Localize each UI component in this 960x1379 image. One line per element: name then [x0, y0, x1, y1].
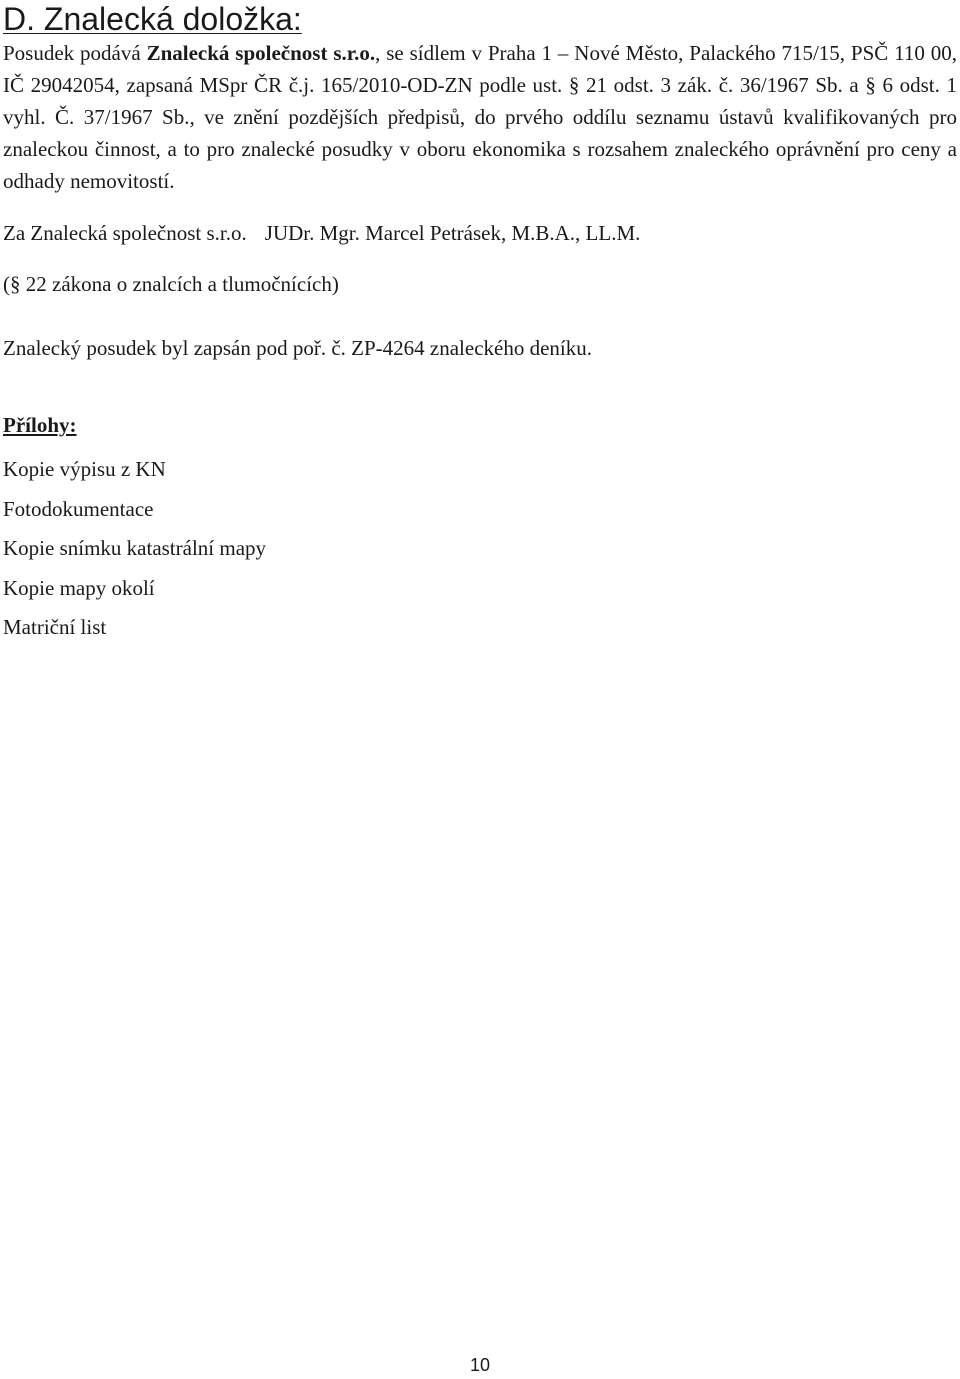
expert-clause-paragraph	[3, 37, 957, 197]
signature-company: Za Znalecká společnost s.r.o.	[3, 221, 247, 245]
attachment-item: Kopie mapy okolí	[3, 575, 155, 600]
clause-lead: Posudek podává	[3, 41, 147, 65]
section-heading: D. Znalecká doložka:	[3, 1, 302, 37]
page-number: 10	[469, 1355, 491, 1375]
attachment-item: Matriční list	[3, 615, 107, 639]
signature-line	[3, 218, 640, 248]
attachment-item: Kopie výpisu z KN	[3, 457, 166, 481]
attachment-item: Fotodokumentace	[3, 496, 154, 521]
attachment-item: Kopie snímku katastrální mapy	[3, 536, 267, 560]
law-reference: (§ 22 zákona o znalcích a tlumočnících)	[3, 272, 339, 296]
company-name: Znalecká společnost s.r.o.	[146, 41, 376, 65]
signatory-name: JUDr. Mgr. Marcel Petrásek, M.B.A., LL.M.	[264, 221, 641, 245]
clause-rest: , se sídlem v Praha 1 – Nové Město, Palackého 715/15, PSČ 110 00, IČ 29042054, zapsaná MSpr ČR č.j. 165/2010-OD-ZN podle ust. § 21 odst. 3 zák. č. 36/1967 Sb. a § 6 odst. 1 vyhl. Č. 37/1967 Sb., ve znění pozdějších předpisů, do prvého oddílu seznamu ústavů kvalifikovaných pro znaleckou činnost, a to pro znalecké posudky v oboru ekonomika s rozsahem znaleckého oprávnění pro ceny a odhady nemovitostí.	[3, 41, 957, 193]
attachments-list	[3, 450, 266, 648]
registry-entry: Znalecký posudek byl zapsán pod poř. č. ZP-4264 znaleckého deníku.	[3, 336, 592, 360]
attachments-title: Přílohy:	[3, 413, 77, 437]
